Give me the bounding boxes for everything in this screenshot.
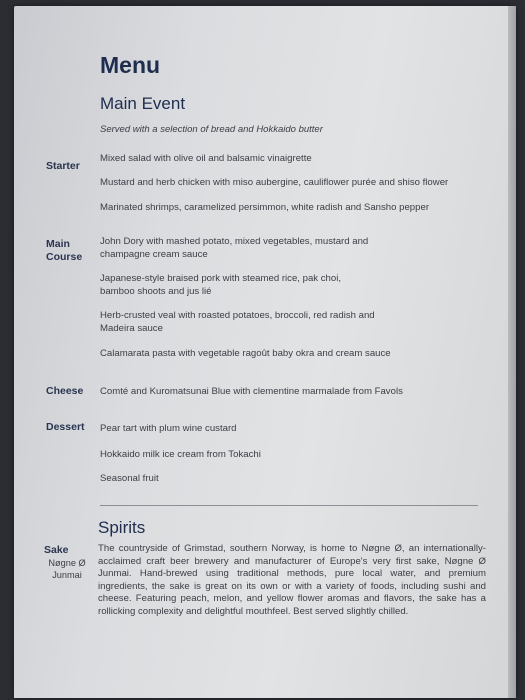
sake-brand: Nøgne Ø: [48, 558, 86, 568]
spirits-heading: Spirits: [98, 518, 146, 537]
dessert-label: Dessert: [46, 421, 85, 433]
starter-label: Starter: [46, 160, 80, 172]
binding-spine: [508, 6, 516, 698]
sake-type: Junmai: [52, 570, 82, 580]
dessert-item: Hokkaido milk ice cream from Tokachi: [100, 449, 261, 460]
dessert-item: Seasonal fruit: [100, 473, 159, 484]
cheese-label: Cheese: [46, 385, 84, 397]
main-course-item: Calamarata pasta with vegetable ragoût baby okra and cream sauce: [100, 348, 391, 359]
main-course-item: Japanese-style braised pork with steamed rice, pak choi,: [100, 273, 342, 284]
starter-item: Mixed salad with olive oil and balsamic vinaigrette: [100, 153, 312, 164]
main-event-heading: Main Event: [100, 94, 186, 113]
dessert-item: Pear tart with plum wine custard: [100, 423, 237, 434]
menu-title: Menu: [100, 52, 161, 78]
menu-page: [14, 6, 516, 698]
bread-note: Served with a selection of bread and Hokkaido butter: [100, 124, 323, 135]
section-divider: [100, 505, 478, 506]
sake-label: Sake: [44, 544, 69, 556]
starter-item: Mustard and herb chicken with miso aubergine, cauliflower purée and shiso flower: [100, 177, 449, 188]
main-course-item: Herb-crusted veal with roasted potatoes, broccoli, red radish and: [100, 310, 375, 321]
main-course-label-line1: Main: [46, 238, 70, 250]
main-course-item: Madeira sauce: [100, 323, 163, 334]
starter-item: Marinated shrimps, caramelized persimmon, white radish and Sansho pepper: [100, 202, 430, 213]
main-course-item: champagne cream sauce: [100, 249, 208, 260]
main-course-item: bamboo shoots and jus lié: [100, 286, 212, 297]
sake-description: The countryside of Grimstad, southern Norway, is home to Nøgne Ø, an internationally-acclaimed craft beer brewery and manufacturer of Europe's very first sake, Nøgne Ø Junmai. Hand-brewed using traditional methods, pure local water, and premium ingredients, the sake is great on its own or with a variety of foods, including sushi and cheese. Featuring peach, melon, and yellow flower aromas and flavors, the sake has a rollicking complexity and delightful mouthfeel. Best served slightly chilled.: [98, 543, 486, 617]
main-course-label-line2: Course: [46, 251, 83, 263]
cheese-item: Comté and Kuromatsunai Blue with clementine marmalade from Favols: [100, 386, 403, 397]
main-course-item: John Dory with mashed potato, mixed vegetables, mustard and: [100, 236, 369, 247]
